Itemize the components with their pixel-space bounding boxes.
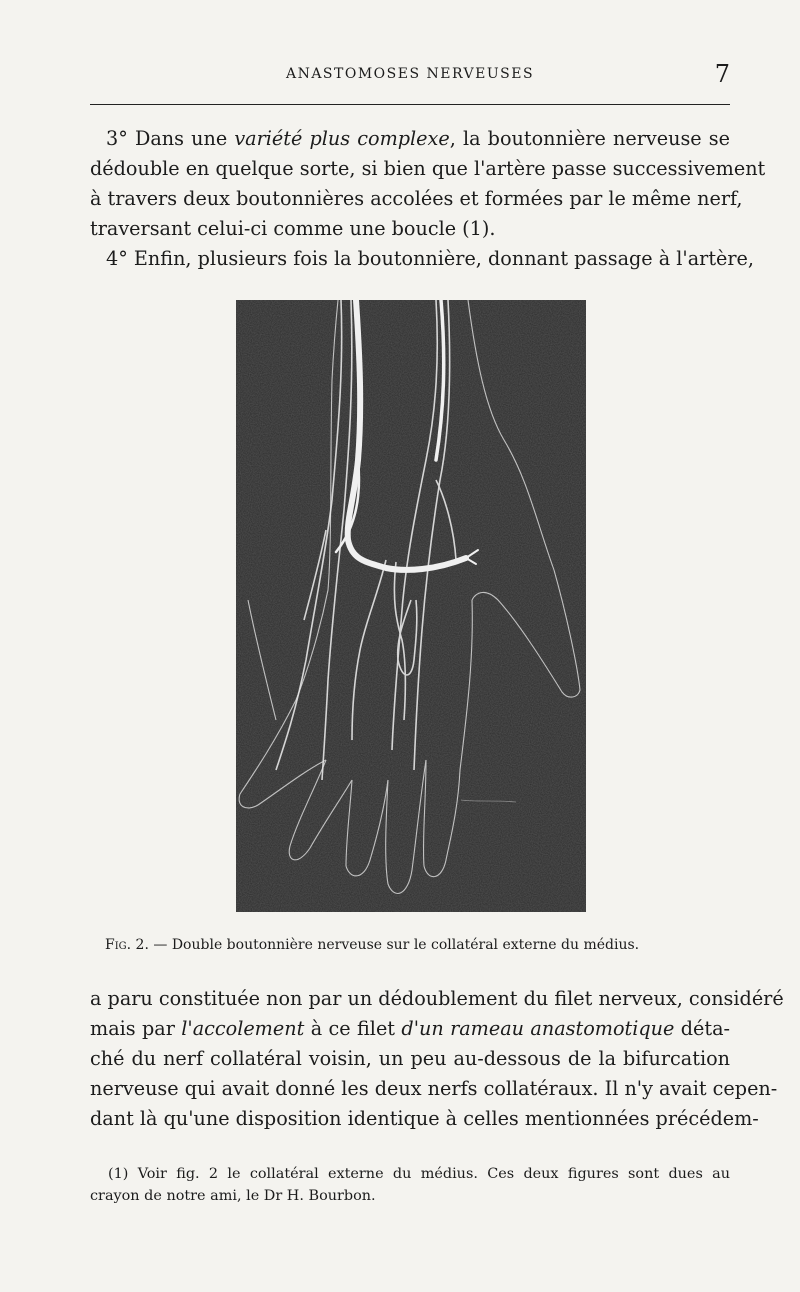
italic-phrase: d'un rameau anastomotique xyxy=(401,1017,675,1040)
text-line: mais par l'accolement à ce filet d'un rameau anastomotique déta- xyxy=(90,1017,731,1040)
paragraph-variety-complex xyxy=(90,124,766,244)
caption-label: Fig. 2. xyxy=(105,937,149,953)
text-line: nerveuse qui avait donné les deux nerfs collatéraux. Il n'y avait cepen- xyxy=(90,1077,778,1100)
paragraph-accolement xyxy=(90,984,784,1134)
footnote-line: (1) Voir fig. 2 le collatéral externe du médius. Ces deux figures sont dues au xyxy=(108,1166,730,1182)
italic-phrase: l'accolement xyxy=(181,1017,305,1040)
paragraph-enfin xyxy=(90,244,755,274)
caption-text: Double boutonnière nerveuse sur le collatéral externe du médius. xyxy=(171,937,640,953)
text-line: 3° Dans une variété plus complexe, la boutonnière nerveuse se xyxy=(106,127,731,150)
hand-nerve-illustration xyxy=(236,300,586,912)
text-line: a paru constituée non par un dédoublement du filet nerveux, considéré xyxy=(90,987,784,1010)
footnote-line: crayon de notre ami, le Dr H. Bourbon. xyxy=(90,1188,376,1204)
italic-phrase: variété plus complexe xyxy=(234,127,450,150)
figure-caption: Fig. 2. — Double boutonnière nerveuse sur le collatéral externe du médius. xyxy=(105,937,640,953)
running-title: ANASTOMOSES NERVEUSES xyxy=(285,66,535,82)
footnote xyxy=(90,1163,730,1207)
header-rule xyxy=(90,104,730,105)
text-line: à travers deux boutonnières accolées et formées par le même nerf, xyxy=(90,187,743,210)
text-line: dant là qu'une disposition identique à celles mentionnées précédem- xyxy=(90,1107,759,1130)
text-line: dédouble en quelque sorte, si bien que l'artère passe successivement xyxy=(90,157,766,180)
text-line: 4° Enfin, plusieurs fois la boutonnière, donnant passage à l'artère, xyxy=(106,247,755,270)
page-number: 7 xyxy=(714,60,730,88)
running-head xyxy=(90,62,730,92)
text-line: ché du nerf collatéral voisin, un peu au-dessous de la bifurcation xyxy=(90,1047,730,1070)
text-line: traversant celui-ci comme une boucle (1). xyxy=(90,217,496,240)
